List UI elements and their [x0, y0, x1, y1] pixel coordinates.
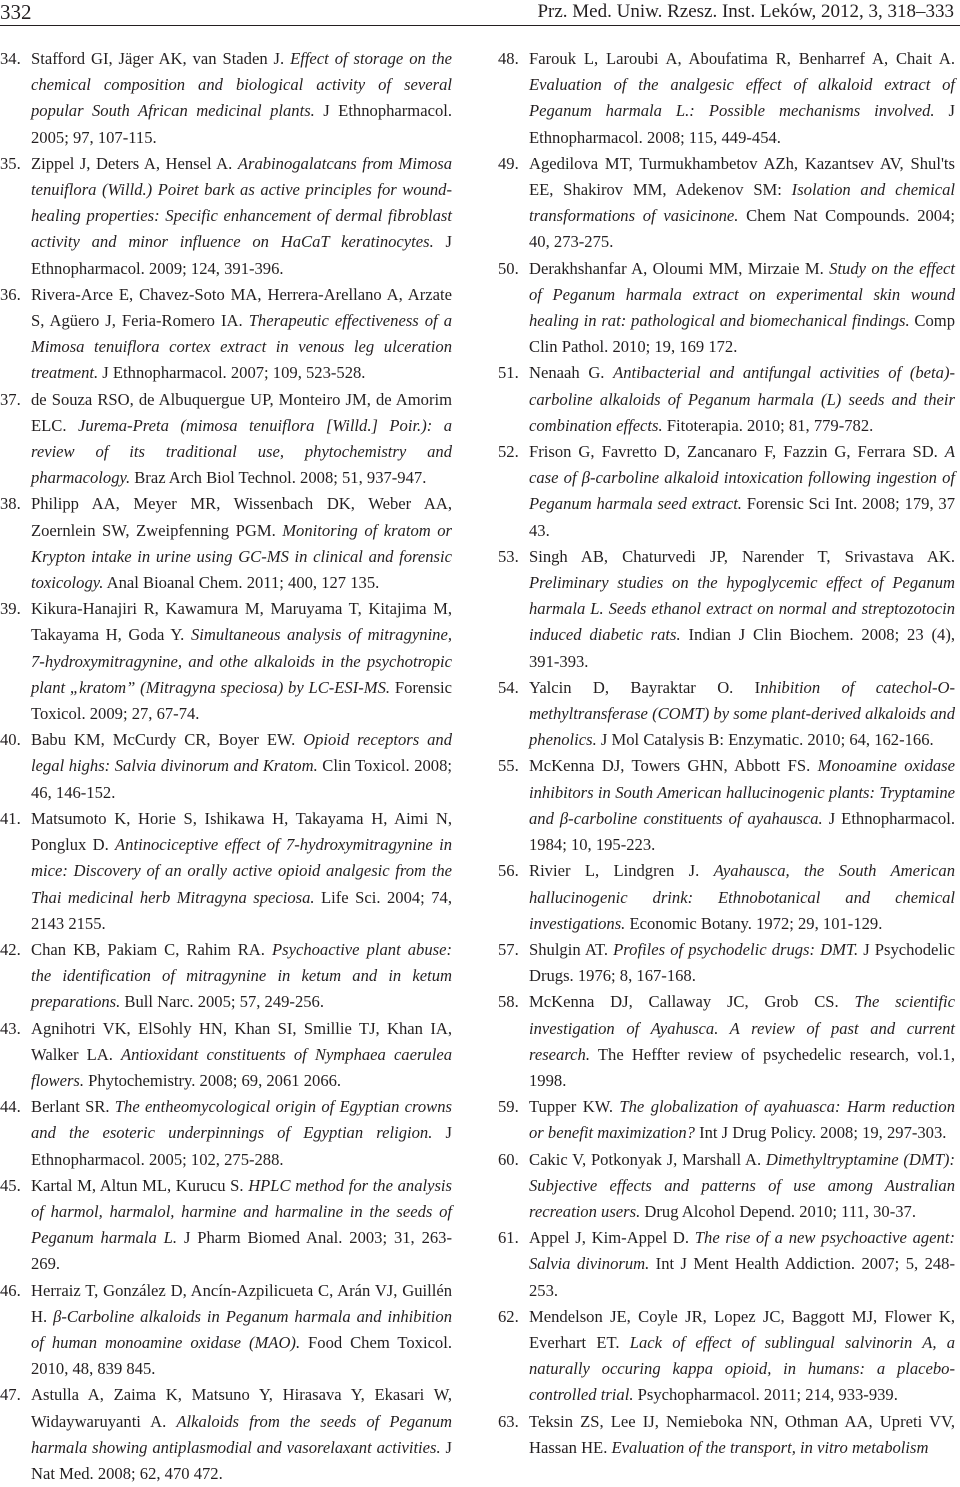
reference-authors: Kartal M, Altun ML, Kurucu S.	[31, 1175, 249, 1195]
reference-number: 45.	[0, 1175, 21, 1195]
reference-item	[498, 46, 955, 151]
reference-title: Evaluation of the analgesic effect of alkaloid extract of Peganum harmala L.: Possible mechanisms involved.	[529, 75, 955, 121]
reference-item	[0, 1094, 452, 1173]
reference-title: Psychoactive plant abuse: the identification of mitragynine in ketum and in ketum preparations.	[31, 939, 452, 1012]
reference-authors: Agnihotri VK, ElSohly HN, Khan SI, Smillie TJ, Khan IA, Walker LA.	[31, 1018, 452, 1064]
reference-title: HPLC method for the analysis of harmol, harmalol, harmine and harmaline in the seeds of Peganum harmala L.	[31, 1175, 452, 1248]
reference-number: 50.	[498, 258, 519, 278]
reference-title: Effect of storage on the chemical composition and biological activity of several popular South African medicinal plants.	[31, 49, 452, 121]
reference-authors: McKenna DJ, Towers GHN, Abbott FS.	[529, 756, 818, 776]
reference-title: Isolation and chemical transformations of vasicinone.	[529, 180, 955, 226]
reference-title: Study on the effect of Peganum harmala extract on experimental skin wound healing in rat: pathological and biomechanical findings.	[529, 258, 955, 331]
reference-authors: Frison G, Favretto D, Zancanaro F, Fazzin G, Ferrara SD.	[529, 442, 945, 462]
reference-source: Anal Bioanal Chem. 2011; 400, 127 135.	[103, 573, 380, 593]
reference-authors: Babu KM, McCurdy CR, Boyer EW.	[31, 730, 304, 750]
reference-item	[0, 1382, 452, 1487]
reference-title: Therapeutic effectiveness of a Mimosa tenuiflora cortex extract in venous leg ulceration treatment.	[31, 311, 452, 383]
reference-authors: Singh AB, Chaturvedi JP, Narender T, Srivastava AK.	[529, 546, 955, 566]
reference-authors: Berlant SR.	[31, 1097, 115, 1117]
reference-item	[498, 675, 955, 754]
reference-authors: Teksin ZS, Lee IJ, Nemieboka NN, Othman AA, Upreti VV, Hassan HE.	[529, 1411, 955, 1457]
reference-title: Antinociceptive effect of 7-hydroxymitragynine in mice: Discovery of an orally active opioid analgesic from the Thai medicinal herb Mitragyna speciosa.	[31, 835, 452, 907]
reference-title: Dimethyltryptamine (DMT): Subjective effects and patterns of use among Australian recreation users.	[529, 1149, 955, 1221]
reference-source: Clin Toxicol. 2008; 46, 146-152.	[31, 756, 452, 802]
reference-authors: Yalcin D, Bayraktar O. I	[529, 677, 761, 697]
reference-source: J Ethnopharmacol. 2009; 124, 391-396.	[31, 232, 453, 278]
reference-title: Simultaneous analysis of mitragynine, 7-hydroxymitragynine, and othe alkaloids in the psychotropic plant „kratom” (Mitragyna speciosa) by LC-ESI-MS.	[31, 625, 452, 697]
reference-number: 49.	[498, 153, 519, 173]
reference-title: Monoamine oxidase inhibitors in South American hallucinogenic plants: Tryptamine and β-carboline constituents of ayahausca.	[529, 756, 955, 828]
reference-authors: Cakic V, Potkonyak J, Marshall A.	[529, 1149, 766, 1169]
reference-item	[498, 1409, 955, 1461]
reference-source: Food Chem Toxicol. 2010, 48, 839 845.	[31, 1332, 452, 1379]
reference-number: 36.	[0, 284, 21, 304]
reference-source: J Psychodelic Drugs. 1976; 8, 167-168.	[529, 939, 955, 986]
reference-source: Life Sci. 2004; 74, 2143 2155.	[31, 887, 452, 933]
reference-title: Arabinogalatcans from Mimosa tenuiflora (Willd.) Poiret bark as active principles for wound-healing properties: Specific enhancement of dermal fibroblast activity and minor influence on HaCaT keratinocytes.	[31, 153, 452, 252]
reference-item	[498, 937, 955, 989]
reference-item	[498, 544, 955, 675]
reference-number: 54.	[498, 677, 519, 697]
reference-number: 51.	[498, 363, 519, 383]
reference-number: 42.	[0, 939, 21, 959]
reference-source: J Nat Med. 2008; 62, 470 472.	[31, 1437, 452, 1483]
reference-authors: Chan KB, Pakiam C, Rahim RA.	[31, 939, 272, 959]
reference-title: Antibacterial and antifungal activities of (beta)-carboline alkaloids of Peganum harmala (L) seeds and their combination effects.	[529, 363, 955, 435]
reference-title: The rise of a new psychoactive agent: Salvia divinorum.	[529, 1228, 955, 1274]
reference-source: Braz Arch Biol Technol. 2008; 51, 937-947.	[130, 468, 427, 488]
reference-source: J Pharm Biomed Anal. 2003; 31, 263-269.	[31, 1228, 453, 1274]
reference-item	[498, 1225, 955, 1304]
reference-item	[0, 1173, 452, 1278]
reference-authors: Zippel J, Deters A, Hensel A.	[31, 153, 238, 173]
reference-number: 53.	[498, 546, 519, 566]
reference-item	[498, 1147, 955, 1226]
reference-title: The entheomycological origin of Egyptian crowns and the esoteric underpinnings of Egyptian religion.	[31, 1097, 452, 1143]
reference-item	[498, 439, 955, 544]
reference-item	[498, 753, 955, 858]
reference-number: 40.	[0, 730, 21, 750]
reference-source: J Ethnopharmacol. 2008; 115, 449-454.	[529, 101, 955, 147]
reference-number: 43.	[0, 1018, 21, 1038]
reference-item	[498, 858, 955, 937]
reference-source: J Ethnopharmacol. 2007; 109, 523-528.	[98, 363, 366, 383]
reference-source: Forensic Toxicol. 2009; 27, 67-74.	[31, 677, 453, 724]
reference-source: Int J Ment Health Addiction. 2007; 5, 248-253.	[529, 1254, 955, 1300]
reference-source: Indian J Clin Biochem. 2008; 23 (4), 391-393.	[529, 625, 955, 671]
reference-title: Opioid receptors and legal highs: Salvia divinorum and Kratom.	[31, 730, 452, 776]
reference-number: 61.	[498, 1228, 519, 1248]
reference-source: Phytochemistry. 2008; 69, 2061 2066.	[84, 1070, 342, 1090]
reference-number: 62.	[498, 1306, 519, 1326]
reference-source: J Ethnopharmacol. 2005; 97, 107-115.	[31, 101, 452, 147]
header-rule	[0, 25, 960, 26]
reference-number: 56.	[498, 861, 519, 881]
reference-item	[498, 151, 955, 256]
reference-item	[0, 937, 452, 1016]
reference-title: The globalization of ayahuasca: Harm reduction or benefit maximization?	[529, 1097, 955, 1143]
reference-title: Evaluation of the transport, in vitro metabolism	[611, 1437, 929, 1457]
reference-number: 55.	[498, 756, 519, 776]
reference-source: J Ethnopharmacol. 1984; 10, 195-223.	[529, 808, 955, 855]
reference-source: Forensic Sci Int. 2008; 179, 37 43.	[529, 494, 955, 540]
reference-authors: Appel J, Kim-Appel D.	[529, 1228, 695, 1248]
reference-number: 48.	[498, 49, 519, 68]
reference-source: Comp Clin Pathol. 2010; 19, 169 172.	[529, 311, 956, 357]
references-right-column	[498, 46, 955, 1461]
reference-number: 59.	[498, 1097, 519, 1117]
reference-authors: Matsumoto K, Horie S, Ishikawa H, Takayama H, Aimi N, Ponglux D.	[31, 808, 452, 855]
references-left-column	[0, 46, 452, 1487]
reference-item	[498, 360, 955, 439]
reference-source: Fitoterapia. 2010; 81, 779-782.	[662, 415, 874, 435]
reference-title: The scientific investigation of Ayahusca. A review of past and current research.	[529, 992, 955, 1064]
reference-number: 37.	[0, 389, 21, 409]
reference-source: J Ethnopharmacol. 2005; 102, 275-288.	[31, 1123, 453, 1169]
reference-number: 52.	[498, 442, 519, 462]
reference-authors: Farouk L, Laroubi A, Aboufatima R, Benharref A, Chait A.	[529, 49, 955, 68]
reference-source: J Mol Catalysis B: Enzymatic. 2010; 64, 162-166.	[596, 730, 934, 750]
reference-authors: Stafford GI, Jäger AK, van Staden J.	[31, 49, 291, 68]
reference-authors: Agedilova MT, Turmukhambetov AZh, Kazantsev AV, Shul'ts EE, Shakirov MM, Adekenov SM:	[529, 153, 955, 200]
reference-number: 46.	[0, 1280, 21, 1300]
reference-number: 39.	[0, 599, 21, 619]
reference-title: Alkaloids from the seeds of Peganum harmala showing antiplasmodial and vasorelaxant activities.	[31, 1411, 452, 1457]
reference-item	[498, 1094, 955, 1146]
reference-title: Preliminary studies on the hypoglycemic effect of Peganum harmala L. Seeds ethanol extract on normal and streptozotocin induced diabetic rats.	[529, 573, 955, 645]
reference-authors: Shulgin AT.	[529, 939, 614, 959]
reference-item	[0, 596, 452, 727]
reference-source: The Heffter review of psychedelic research, vol.1, 1998.	[529, 1044, 955, 1090]
reference-authors: Tupper KW.	[529, 1097, 620, 1117]
reference-number: 41.	[0, 808, 21, 828]
reference-number: 58.	[498, 992, 519, 1012]
reference-title: Ayahausca, the South American hallucinogenic drink: Ethnobotanical and chemical investigations.	[529, 861, 955, 933]
reference-number: 60.	[498, 1149, 519, 1169]
reference-number: 47.	[0, 1385, 21, 1405]
reference-item	[0, 46, 452, 151]
reference-item	[0, 282, 452, 387]
reference-item	[498, 256, 955, 361]
reference-authors: Mendelson JE, Coyle JR, Lopez JC, Baggott MJ, Flower K, Everhart ET.	[529, 1306, 955, 1352]
reference-source: Bull Narc. 2005; 57, 249-256.	[120, 992, 324, 1012]
reference-item	[498, 1304, 955, 1409]
reference-authors: McKenna DJ, Callaway JC, Grob CS.	[529, 992, 855, 1012]
reference-title: Antioxidant constituents of Nymphaea caerulea flowers.	[31, 1044, 452, 1090]
reference-title: A case of β-carboline alkaloid intoxication following ingestion of Peganum harmala seed extract.	[529, 442, 955, 514]
reference-title: Profiles of psychodelic drugs: DMT.	[613, 939, 859, 959]
reference-authors: Derakhshanfar A, Oloumi MM, Mirzaie M.	[529, 258, 830, 278]
reference-authors: Rivera-Arce E, Chavez-Soto MA, Herrera-Arellano A, Arzate S, Agüero J, Feria-Romero IA.	[31, 284, 452, 331]
reference-source: Psychopharmacol. 2011; 214, 933-939.	[633, 1385, 898, 1405]
reference-authors: Nenaah G.	[529, 363, 614, 383]
reference-item	[0, 1016, 452, 1095]
reference-item	[0, 727, 452, 806]
reference-title: Jurema-Preta (mimosa tenuiflora [Willd.] Poir.): a review of its traditional use, phytochemistry and pharmacology.	[31, 415, 453, 488]
reference-item	[0, 151, 452, 282]
reference-title: nhibition of catechol-O-methyltransferase (COMT) by some plant-derived alkaloids and phenolics.	[529, 677, 956, 750]
reference-authors: Kikura-Hanajiri R, Kawamura M, Maruyama T, Kitajima M, Takayama H, Goda Y.	[31, 599, 452, 645]
reference-item	[498, 989, 955, 1094]
reference-title: Lack of effect of sublingual salvinorin A, a naturally occuring kappa opioid, in humans: a placebo-controlled trial.	[529, 1332, 955, 1405]
reference-number: 63.	[498, 1411, 519, 1431]
journal-citation: Prz. Med. Uniw. Rzesz. Inst. Leków, 2012, 3, 318–333	[537, 1, 954, 22]
reference-item	[0, 806, 452, 937]
reference-authors: de Souza RSO, de Albuquergue UP, Monteiro JM, de Amorim ELC.	[31, 389, 452, 435]
reference-number: 35.	[0, 153, 21, 173]
reference-source: Int J Drug Policy. 2008; 19, 297-303.	[694, 1123, 947, 1143]
reference-title: Monitoring of kratom or Krypton intake in urine using GC-MS in clinical and forensic toxicology.	[31, 520, 452, 593]
page-number: 332	[0, 0, 32, 24]
reference-number: 57.	[498, 939, 519, 959]
reference-item	[0, 387, 452, 492]
reference-source: Chem Nat Compounds. 2004; 40, 273-275.	[529, 206, 955, 252]
reference-item	[0, 1278, 452, 1383]
reference-authors: Astulla A, Zaima K, Matsuno Y, Hirasava Y, Ekasari W, Widaywaruyanti A.	[31, 1385, 452, 1431]
reference-source: Economic Botany. 1972; 29, 101-129.	[625, 913, 883, 933]
page-header	[0, 0, 960, 26]
reference-authors: Herraiz T, González D, Ancín-Azpilicueta C, Arán VJ, Guillén H.	[31, 1280, 452, 1326]
reference-number: 44.	[0, 1097, 21, 1117]
reference-authors: Philipp AA, Meyer MR, Wissenbach DK, Weber AA, Zoernlein SW, Zweipfenning PGM.	[31, 494, 452, 540]
reference-authors: Rivier L, Lindgren J.	[529, 861, 714, 881]
reference-title: β-Carboline alkaloids in Peganum harmala and inhibition of human monoamine oxidase (MAO).	[31, 1306, 452, 1352]
reference-item	[0, 491, 452, 596]
reference-source: Drug Alcohol Depend. 2010; 111, 30-37.	[640, 1201, 916, 1221]
reference-number: 38.	[0, 494, 21, 514]
reference-number: 34.	[0, 49, 21, 68]
